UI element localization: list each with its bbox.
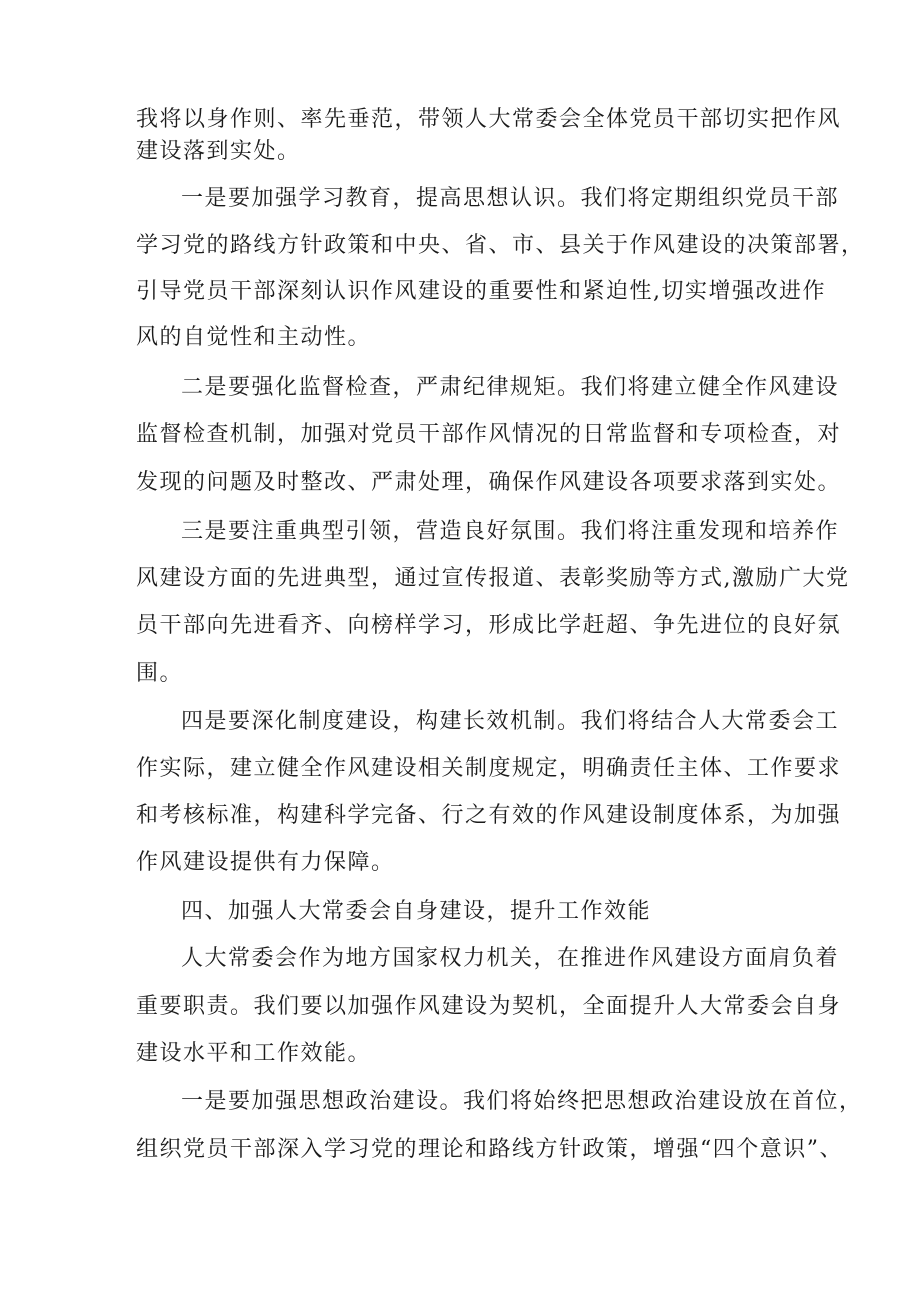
text-line: 监督检查机制，加强对党员干部作风情况的日常监督和专项检查，对: [136, 422, 842, 447]
text-line: 学习党的路线方针政策和中央、省、市、县关于作风建设的决策部署，: [136, 233, 865, 258]
text-line: 作风建设提供有力保障。: [136, 850, 395, 875]
text-line: 和考核标准，构建科学完备、行之有效的作风建设制度体系，为加强: [136, 803, 842, 828]
text-line: 员干部向先进看齐、向榜样学习，形成比学赶超、争先进位的良好氛: [136, 613, 842, 638]
section-heading: 四、加强人大常委会自身建设，提升工作效能: [181, 899, 652, 924]
text-line: 作实际，建立健全作风建设相关制度规定，明确责任主体、工作要求: [136, 756, 842, 781]
text-line: 建设水平和工作效能。: [136, 1041, 372, 1066]
text-line: 重要职责。我们要以加强作风建设为契机，全面提升人大常委会自身: [136, 994, 842, 1019]
text-line: 我将以身作则、率先垂范，带领人大常委会全体党员干部切实把作风: [136, 107, 842, 132]
text-line: 建设落到实处。: [136, 139, 301, 164]
text-line: 一是要加强思想政治建设。我们将始终把思想政治建设放在首位，: [181, 1089, 863, 1114]
text-line: 三是要注重典型引领，营造良好氛围。我们将注重发现和培养作: [181, 519, 840, 544]
text-line: 风的自觉性和主动性。: [136, 325, 372, 350]
text-line: 组织党员干部深入学习党的理论和路线方针政策，增强“四个意识”、: [136, 1137, 843, 1162]
text-line: 围。: [136, 661, 184, 686]
text-line: 发现的问题及时整改、严肃处理，确保作风建设各项要求落到实处。: [136, 470, 842, 495]
text-line: 人大常委会作为地方国家权力机关，在推进作风建设方面肩负着: [181, 946, 840, 971]
text-line: 二是要强化监督检查，严肃纪律规矩。我们将建立健全作风建设: [181, 375, 840, 400]
text-line: 风建设方面的先进典型，通过宣传报道、表彰奖励等方式,激励广大党: [136, 566, 850, 591]
text-line: 引导党员干部深刻认识作风建设的重要性和紧迫性,切实增强改进作: [136, 279, 826, 304]
text-line: 四是要深化制度建设，构建长效机制。我们将结合人大常委会工: [181, 709, 840, 734]
text-line: 一是要加强学习教育，提高思想认识。我们将定期组织党员干部: [181, 186, 840, 211]
